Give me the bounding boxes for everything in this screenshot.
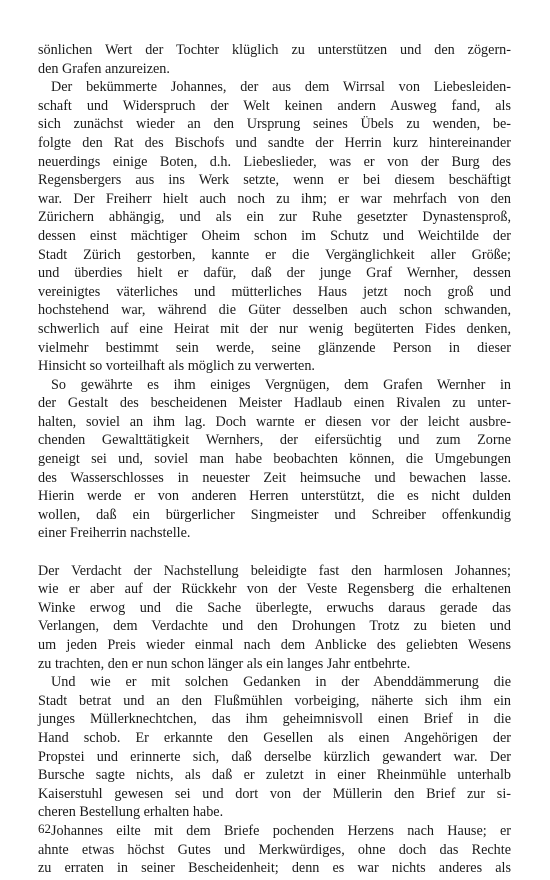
text-line: junges Müllerknechtchen, das ihm geheimnisvoll einen Brief in die	[38, 711, 511, 728]
text-line: und überdies hielt er dafür, daß der junge Graf Wernher, dessen	[38, 265, 511, 282]
book-page-text	[38, 41, 511, 878]
text-line: den Grafen anzureizen.	[38, 60, 170, 77]
text-line: ahnte etwas höchst Gutes und Merkwürdiges, ohne doch das Rechte	[38, 841, 511, 858]
paragraph	[38, 376, 511, 543]
text-line: zu erraten in seiner Bescheidenheit; denn es war nichts anderes als	[38, 860, 511, 877]
text-line: Zürichern abhängig, und als ein zur Ruhe gesetzter Dynastensproß,	[38, 209, 511, 226]
text-line: Hinsicht so vorteilhaft als möglich zu verwerten.	[38, 358, 315, 375]
page-number: 62	[38, 821, 51, 836]
text-line: cheren Bestellung erhalten habe.	[38, 804, 224, 821]
text-line: schwerlich auf eine Heirat mit der nur wenig begüterten Fides denken,	[38, 320, 511, 337]
text-line: Hierin werde er von anderen Herren unterstützt, die es nicht dulden	[38, 488, 511, 505]
text-line: zu trachten, den er nun schon länger als ein langes Jahr entbehrte.	[38, 655, 411, 672]
text-line: halten, soviel an ihm lag. Doch warnte er diesen vor der leicht ausbre-	[38, 413, 511, 430]
text-line: dessen einst mächtiger Oheim schon im Schutz und Weichtilde der	[38, 227, 511, 244]
text-line: chenden Gewalttätigkeit Wernhers, der eifersüchtig und zum Zorne	[38, 432, 511, 449]
text-line: sich zunächst wieder an den Ursprung seines Übels zu wenden, be-	[38, 116, 511, 133]
text-line: der Gestalt des bescheidenen Meister Hadlaub einen Rivalen zu unter-	[38, 395, 511, 412]
text-line: Hand schob. Er erkannte den Gesellen als einen Angehörigen der	[38, 729, 511, 746]
text-line: geneigt sei und, soviel man habe beobachten können, die Umgebungen	[38, 451, 511, 468]
paragraph	[38, 41, 511, 78]
text-line: wollen, daß ein bürgerlicher Singmeister und Schreiber offenkundig	[38, 506, 511, 523]
text-line: Propstei und erinnerte sich, daß derselbe kürzlich gewandert war. Der	[38, 748, 511, 765]
text-line: neuerdings einige Boten, d.h. Liebeslieder, was er von der Burg des	[38, 153, 511, 170]
text-line: vereinigtes väterliches und mütterliches Haus jetzt noch groß und	[38, 283, 511, 300]
text-line: Stadt betrat und an den Flußmühlen vorbeiging, näherte sich ihm ein	[38, 692, 511, 709]
text-line: war. Der Freiherr hielt auch noch zu ihm; er war mehrfach von den	[38, 190, 511, 207]
text-line: Regensbergers aus ins Werk setzte, wenn er bei diesem beschäftigt	[38, 172, 511, 189]
text-line: des Wasserschlosses in neuester Zeit heimsuche und bewachen lasse.	[38, 469, 511, 486]
text-line: Johannes eilte mit dem Briefe pochenden Herzens nach Hause; er	[51, 822, 511, 839]
text-line: schaft und Widerspruch der Welt keinen andern Ausweg fand, als	[38, 97, 511, 114]
text-line: vielmehr bestimmt sein werde, seine glänzende Person in dieser	[38, 339, 511, 356]
text-line: einer Freiherrin nachstelle.	[38, 525, 191, 542]
text-line: Und wie er mit solchen Gedanken in der Abenddämmerung die	[51, 674, 511, 691]
paragraph	[38, 673, 511, 822]
text-line: Bursche sagte nichts, als daß er zuletzt in einer Rheinmühle unterhalb	[38, 767, 511, 784]
paragraph	[38, 562, 511, 674]
text-line: Der bekümmerte Johannes, der aus dem Wirrsal von Liebesleiden-	[51, 79, 511, 96]
text-line: Kaiserstuhl gewesen sei und dort von der Müllerin den Brief zur si-	[38, 785, 511, 802]
paragraph-gap	[38, 543, 511, 562]
text-line: folgte den Rat des Bischofs und sandte der Herrin kurz hintereinander	[38, 134, 511, 151]
text-line: sönlichen Wert der Tochter klüglich zu unterstützen und den zögern-	[38, 42, 511, 58]
text-line: So gewährte es ihm einiges Vergnügen, dem Grafen Wernher in	[51, 376, 511, 393]
text-line: Der Verdacht der Nachstellung beleidigte fast den harmlosen Johannes;	[38, 562, 511, 579]
paragraph	[38, 78, 511, 376]
text-line: Winke erwog und die Sache überlegte, erwuchs daraus gerade das	[38, 599, 511, 616]
text-line: Verlangen, dem Verdachte und den Drohungen Trotz zu bieten und	[38, 618, 511, 635]
text-line: um jeden Preis wieder einmal nach dem Anblicke des geliebten Wesens	[38, 637, 511, 653]
text-line: wie er aber auf der Rückkehr von der Veste Regensberg die erhaltenen	[38, 581, 511, 598]
text-line: hochstehend war, während die Güter desselben auch schon schwanden,	[38, 302, 511, 319]
text-line: Stadt Zürich gestorben, kannte er die Vergänglichkeit aller Größe;	[38, 246, 511, 263]
paragraph	[38, 822, 511, 878]
